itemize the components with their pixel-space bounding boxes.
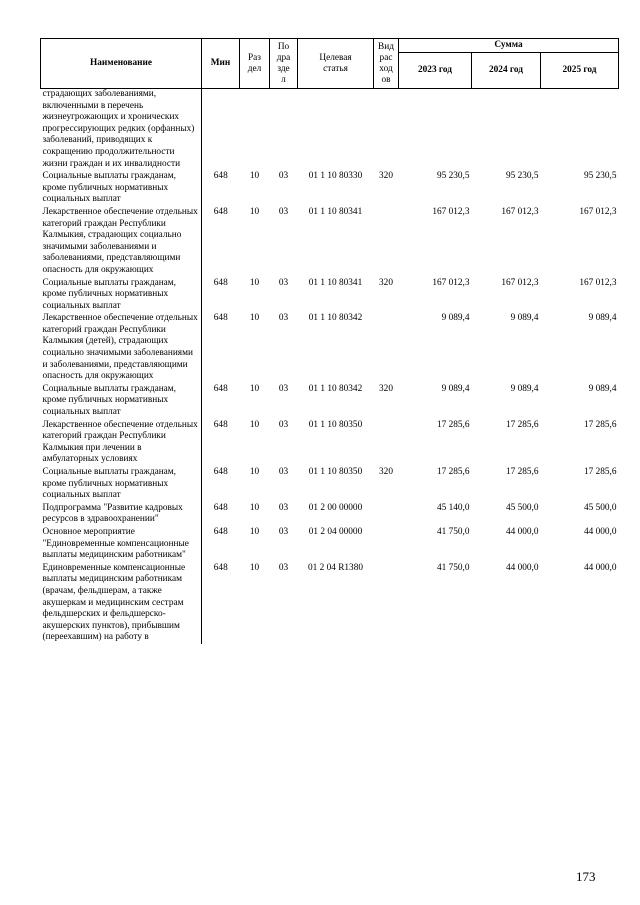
cell-name: Социальные выплаты гражданам, кроме публичных нормативных социальных выплат	[41, 277, 202, 313]
cell-min: 648	[213, 562, 228, 573]
cell-sum-2025: 9 089,4	[588, 313, 617, 324]
header-target-text: Целевая статья	[319, 52, 352, 74]
cell-sum-2023: 41 750,0	[436, 526, 470, 537]
cell-min: 648	[213, 419, 228, 430]
cell-podrazdel: 03	[278, 419, 289, 430]
cell-name: Социальные выплаты гражданам, кроме публичных нормативных социальных выплат	[41, 466, 202, 502]
cell-target: 01 1 10 80350	[308, 467, 363, 477]
cell-sum-2024: 9 089,4	[510, 313, 539, 324]
cell-name: Основное мероприятие "Единовременные компенсационные выплаты медицинским работникам"	[41, 526, 202, 562]
cell-podrazdel	[270, 89, 298, 171]
cell-podrazdel: 03	[278, 526, 289, 537]
cell-razdel: 10	[249, 206, 260, 217]
header-razdel	[240, 39, 270, 89]
header-razdel-text: Раз дел	[247, 52, 262, 74]
cell-razdel	[240, 89, 270, 171]
cell-razdel: 10	[249, 313, 260, 324]
cell-sum-2023: 17 285,6	[436, 467, 470, 477]
cell-min: 648	[213, 313, 228, 324]
cell-min: 648	[213, 383, 228, 394]
cell-vid	[374, 206, 399, 277]
header-podrazdel-text: По дра зде л	[276, 41, 291, 85]
cell-podrazdel: 03	[278, 562, 289, 573]
header-vid	[374, 39, 399, 89]
table-row	[41, 206, 619, 277]
cell-min	[202, 89, 240, 171]
cell-min: 648	[213, 206, 228, 217]
cell-sum-2024: 17 285,6	[505, 467, 539, 477]
cell-sum-2025: 45 500,0	[583, 502, 617, 513]
cell-podrazdel: 03	[278, 206, 289, 217]
cell-sum-2023: 167 012,3	[432, 277, 470, 288]
cell-vid: 320	[379, 467, 393, 477]
table-row	[41, 277, 619, 313]
cell-vid	[374, 89, 399, 171]
page-number: 173	[576, 869, 596, 884]
cell-name: Социальные выплаты гражданам, кроме публичных нормативных социальных выплат	[41, 170, 202, 206]
cell-vid: 320	[379, 277, 393, 288]
cell-sum-2024	[472, 89, 541, 171]
cell-name: страдающих заболеваниями, включенными в перечень жизнеугрожающих и хронических прогрессирующих редких (орфанных) заболеваний, приводящих к сокращению продолжительности жизни граждан и их инвалидности	[41, 89, 202, 171]
cell-min: 648	[213, 277, 228, 288]
cell-razdel: 10	[249, 383, 260, 394]
cell-podrazdel: 03	[278, 277, 289, 288]
cell-min: 648	[213, 502, 228, 513]
cell-sum-2025: 44 000,0	[583, 526, 617, 537]
cell-name: Социальные выплаты гражданам, кроме публичных нормативных социальных выплат	[41, 383, 202, 419]
cell-sum-2025: 17 285,6	[583, 419, 617, 430]
cell-min: 648	[213, 526, 228, 537]
table-row	[41, 502, 619, 526]
cell-sum-2025: 95 230,5	[583, 171, 617, 182]
cell-sum-2023: 9 089,4	[441, 383, 470, 394]
cell-target: 01 2 04 00000	[308, 526, 363, 537]
cell-vid	[374, 502, 399, 526]
table-row	[41, 466, 619, 502]
cell-vid	[374, 312, 399, 383]
header-2023: 2023 год	[399, 53, 472, 89]
cell-sum-2024: 95 230,5	[505, 171, 539, 182]
header-name: Наименование	[41, 39, 202, 89]
header-2025: 2025 год	[541, 53, 619, 89]
cell-razdel: 10	[249, 171, 260, 182]
cell-sum-2025: 44 000,0	[583, 562, 617, 573]
cell-sum-2025: 9 089,4	[588, 383, 617, 394]
cell-name: Лекарственное обеспечение отдельных категорий граждан Республики Калмыкия, страдающих социально значимыми заболеваниями и заболеваниями, представляющими опасность для окружающих	[41, 206, 202, 277]
table-row	[41, 89, 619, 171]
table-row	[41, 170, 619, 206]
cell-sum-2025: 167 012,3	[579, 277, 617, 288]
cell-target: 01 1 10 80341	[308, 206, 363, 217]
table-body	[41, 89, 619, 644]
cell-sum-2024: 9 089,4	[510, 383, 539, 394]
table-row	[41, 383, 619, 419]
cell-sum-2023: 17 285,6	[436, 419, 470, 430]
cell-razdel: 10	[249, 502, 260, 513]
cell-razdel: 10	[249, 419, 260, 430]
cell-name: Лекарственное обеспечение отдельных категорий граждан Республики Калмыкия при лечении в амбулаторных условиях	[41, 419, 202, 466]
cell-sum-2024: 167 012,3	[501, 206, 539, 217]
cell-razdel: 10	[249, 467, 260, 477]
cell-target: 01 2 00 00000	[308, 502, 363, 513]
cell-sum-2024: 45 500,0	[505, 502, 539, 513]
cell-sum-2023	[399, 89, 472, 171]
cell-target	[298, 89, 374, 171]
table-row	[41, 419, 619, 466]
cell-razdel: 10	[249, 562, 260, 573]
cell-podrazdel: 03	[278, 171, 289, 182]
table-row	[41, 312, 619, 383]
cell-vid	[374, 526, 399, 562]
cell-sum-2023: 9 089,4	[441, 313, 470, 324]
cell-target: 01 1 10 80330	[308, 171, 363, 182]
cell-target: 01 2 04 R1380	[307, 562, 363, 573]
cell-target: 01 1 10 80350	[308, 419, 363, 430]
header-2024: 2024 год	[472, 53, 541, 89]
cell-vid: 320	[379, 383, 393, 394]
cell-sum-2024: 44 000,0	[505, 526, 539, 537]
header-target	[298, 39, 374, 89]
cell-vid: 320	[379, 171, 393, 182]
cell-podrazdel: 03	[278, 383, 289, 394]
cell-sum-2025: 167 012,3	[579, 206, 617, 217]
cell-target: 01 1 10 80342	[308, 313, 363, 324]
cell-target: 01 1 10 80342	[308, 383, 363, 394]
cell-sum-2025	[541, 89, 619, 171]
cell-podrazdel: 03	[278, 502, 289, 513]
table-row	[41, 562, 619, 644]
cell-vid	[374, 419, 399, 466]
cell-name: Подпрограмма "Развитие кадровых ресурсов в здравоохранении"	[41, 502, 202, 526]
cell-sum-2023: 41 750,0	[436, 562, 470, 573]
cell-sum-2023: 45 140,0	[436, 502, 470, 513]
cell-podrazdel: 03	[278, 467, 289, 477]
cell-razdel: 10	[249, 526, 260, 537]
cell-sum-2024: 17 285,6	[505, 419, 539, 430]
cell-sum-2024: 167 012,3	[501, 277, 539, 288]
header-podrazdel	[270, 39, 298, 89]
header-sum: Сумма	[399, 39, 619, 53]
header-vid-text: Вид рас ход ов	[378, 41, 394, 85]
cell-podrazdel: 03	[278, 313, 289, 324]
cell-min: 648	[213, 171, 228, 182]
cell-sum-2023: 167 012,3	[432, 206, 470, 217]
cell-name: Единовременные компенсационные выплаты медицинским работникам (врачам, фельдшерам, а также акушеркам и медицинским сестрам фельдшерских и фельдшерско-акушерских пунктов), прибывшим (переехавшим) на работу в	[41, 562, 202, 644]
budget-table	[40, 38, 619, 644]
cell-sum-2024: 44 000,0	[505, 562, 539, 573]
cell-sum-2025: 17 285,6	[583, 467, 617, 477]
cell-min: 648	[213, 467, 228, 477]
cell-target: 01 1 10 80341	[308, 277, 363, 288]
cell-razdel: 10	[249, 277, 260, 288]
header-min: Мин	[202, 39, 240, 89]
cell-vid	[374, 562, 399, 644]
table-row	[41, 526, 619, 562]
cell-name: Лекарственное обеспечение отдельных категорий граждан Республики Калмыкия (детей), страдающих социально значимыми заболеваниями и заболеваниями, представляющими опасность для окружающих	[41, 312, 202, 383]
table-header	[41, 39, 619, 89]
cell-sum-2023: 95 230,5	[436, 171, 470, 182]
